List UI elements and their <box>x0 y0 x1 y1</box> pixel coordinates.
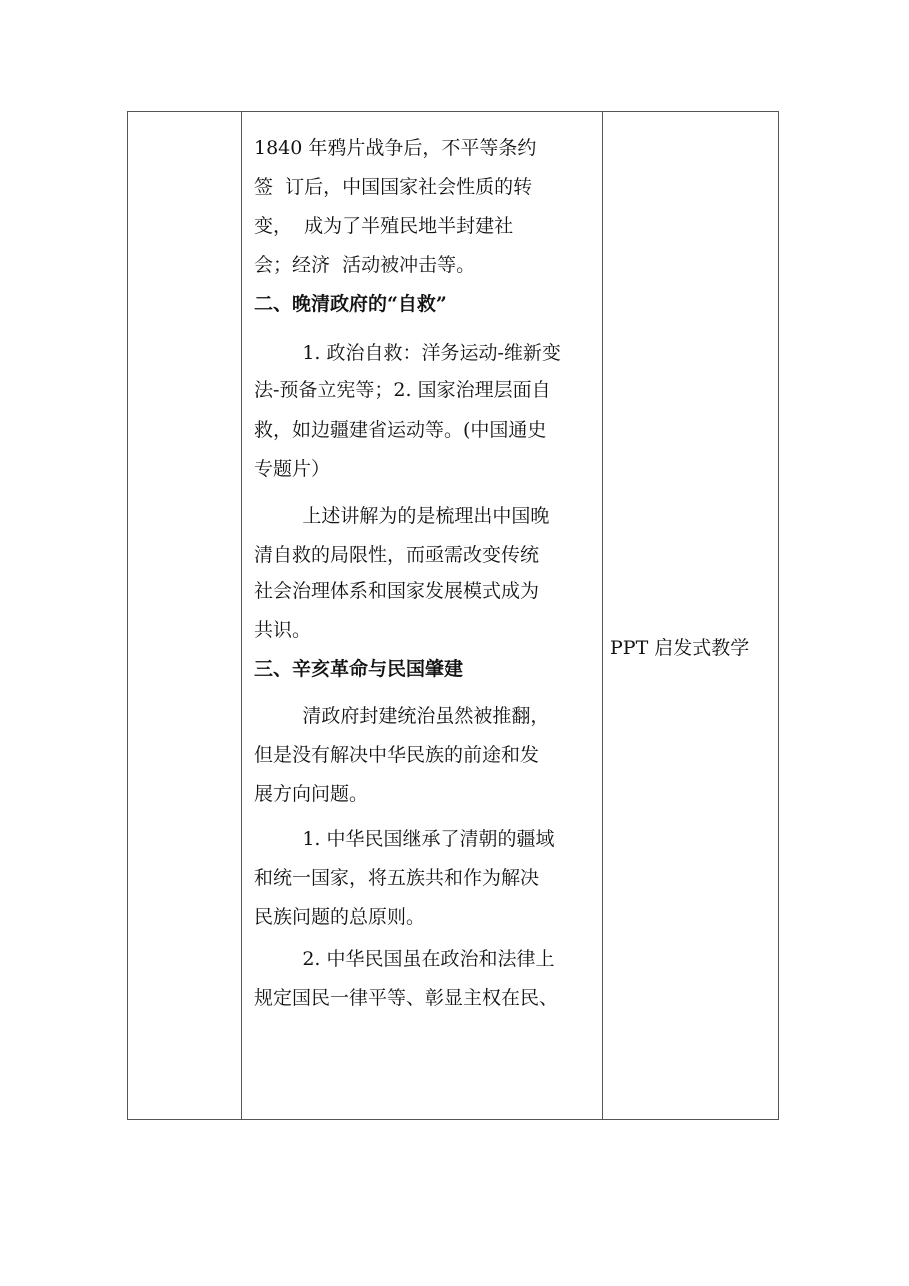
text-line: 救，如边疆建省运动等。(中国通史 <box>254 419 547 441</box>
text-line: 规定国民一律平等、彰显主权在民、 <box>254 987 559 1009</box>
section-heading: 二、晚清政府的“自救” <box>254 293 447 315</box>
text-line: 变， 成为了半殖民地半封建社 <box>254 215 514 237</box>
text-line: 2. 中华民国虽在政治和法律上 <box>254 948 555 970</box>
content-cell <box>242 112 602 1119</box>
text-line: 会；经济 活动被冲击等。 <box>254 254 476 276</box>
text-line: 展方向问题。 <box>254 783 369 805</box>
column-divider <box>602 112 603 1119</box>
text-line: 1. 中华民国继承了清朝的疆域 <box>254 828 555 850</box>
text-line: 签 订后，中国国家社会性质的转 <box>254 176 533 198</box>
text-line: 上述讲解为的是梳理出中国晚 <box>254 505 550 527</box>
text-line: 社会治理体系和国家发展模式成为 <box>254 580 540 602</box>
text-line: 1. 政治自救：洋务运动-维新变 <box>254 342 561 364</box>
text-line: 法-预备立宪等；2. 国家治理层面自 <box>254 379 551 401</box>
text-line: 专题片） <box>254 458 331 480</box>
text-line: 和统一国家，将五族共和作为解决 <box>254 867 540 889</box>
text-line: 民族问题的总原则。 <box>254 906 426 928</box>
section-heading: 三、辛亥革命与民国肇建 <box>254 658 464 680</box>
text-line: 但是没有解决中华民族的前途和发 <box>254 744 540 766</box>
text-line: 共识。 <box>254 619 312 641</box>
teaching-method: PPT 启发式教学 <box>610 637 750 659</box>
lesson-table <box>127 111 779 1120</box>
text-line: 清政府封建统治虽然被推翻， <box>254 705 550 727</box>
text-line: 清自救的局限性，而亟需改变传统 <box>254 544 540 566</box>
text-line: 1840 年鸦片战争后，不平等条约 <box>254 137 537 159</box>
